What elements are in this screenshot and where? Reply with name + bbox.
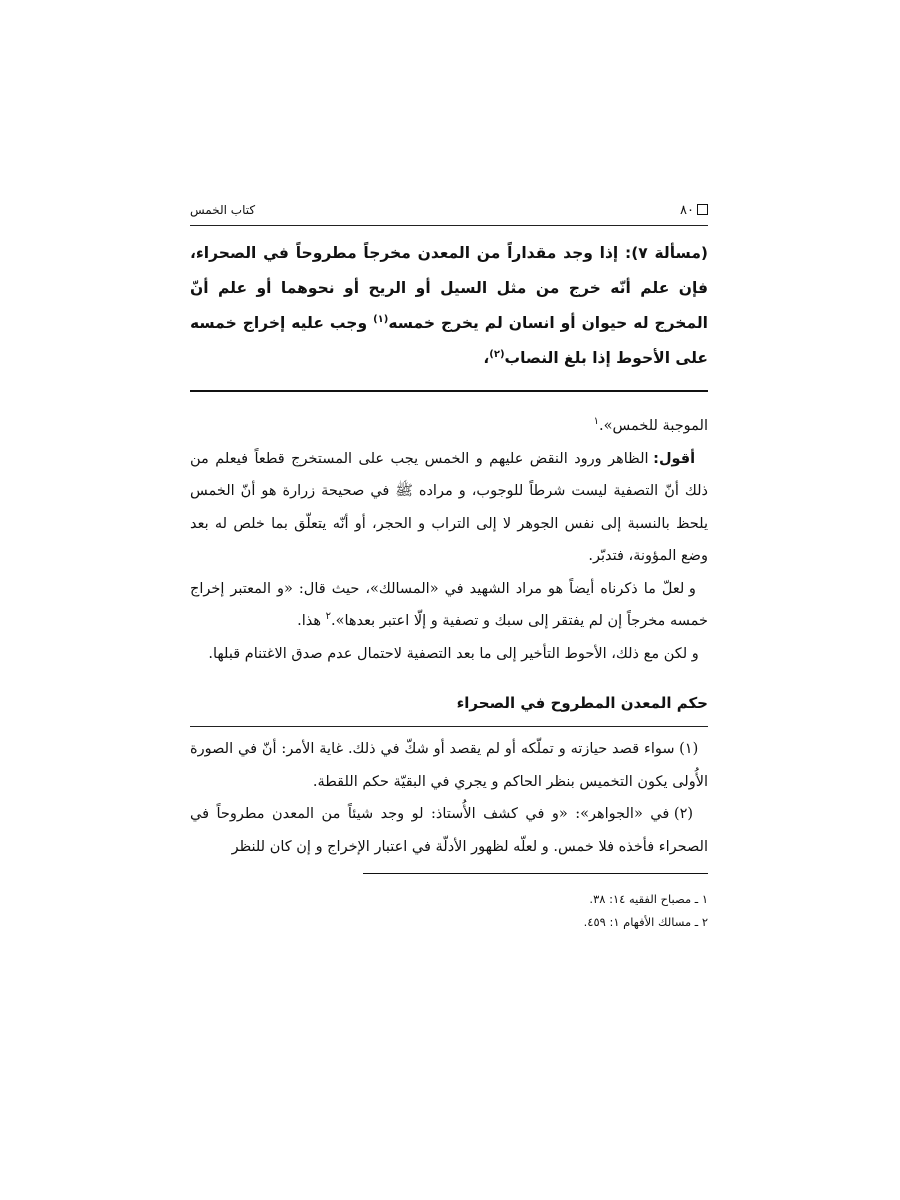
book-page [190,195,708,934]
footnote-item: ١ ـ مصباح الفقيه ١٤: ٣٨. [589,892,708,906]
commentary [190,410,708,670]
square-icon [697,204,708,215]
issue-text: (مسألة ٧): إذا وجد مقداراً من المعدن مخرجاً مطروحاً في الصحراء، فإن علم أنّه خرج من مثل السيل أو الريح أو نحوهما أو علم أنّ المخرج له حيوان أو انسان لم يخرج خمسه$^{(١)}$ وجب عليه إخراج خمسه على الأحوط إذا بلغ النصاب$^{(٢)}$، [190,244,709,367]
commentary-paragraph: و لعلّ ما ذكرناه أيضاً هو مراد الشهيد في «المسالك»، حيث قال: «و المعتبر إخراج خمسه مخرجاً إن لم يفتقر إلى سبك و تصفية و إلّا اعتبر بعدها».$^٢$ هذا. [190,580,708,629]
section-heading: حكم المعدن المطروح في الصحراء [456,694,708,712]
commentary-paragraph: و لكن مع ذلك، الأحوط التأخير إلى ما بعد التصفية لاحتمال عدم صدق الاغتنام قبلها. [208,645,699,662]
section-rule [190,726,708,727]
footnotes [190,888,708,934]
explanatory-notes [190,733,708,863]
page-header [190,195,708,225]
note-item: (١) سواء قصد حيازته و تملّكه أو لم يقصد أو شكّ في ذلك. غاية الأمر: أنّ في الصورة الأُولى يكون التخميس بنظر الحاكم و يجري في البقيّة حكم اللقطة. [190,741,708,790]
note-item: (٢) في «الجواهر»: «و في كشف الأُستاذ: لو وجد شيئاً من المعدن مطروحاً في الصحراء فأخذه فلا خمس. و لعلّه لظهور الأدلّة في اعتبار الإخراج و إن كان للنظر [190,806,708,855]
note-ref-1: (١) [373,313,389,325]
issue-divider [190,390,708,392]
footnote-rule [363,873,708,874]
header-rule [190,225,708,226]
commentary-paragraph: الموجبة للخمس».$^١$ [593,416,708,434]
running-title: كتاب الخمس [190,203,256,217]
page-number: ٨٠ [680,203,708,218]
note-ref-2: (٢) [489,348,505,360]
footnote-item: ٢ ـ مسالك الأفهام ١: ٤٥٩. [583,915,708,929]
commentary-paragraph: أقول: الظاهر ورود النقض عليهم و الخمس يجب على المستخرج قطعاً فيعلم من ذلك أنّ التصفية ليست شرطاً للوجوب، و مراده ﷺ في صحيحة زرارة هو أنّ الخمس يلحظ بالنسبة إلى نفس الجوهر لا إلى التراب و الحجر، أو أنّه يتعلّق بما خلص له بعد وضع المؤونة، فتدبّر. [190,450,708,564]
